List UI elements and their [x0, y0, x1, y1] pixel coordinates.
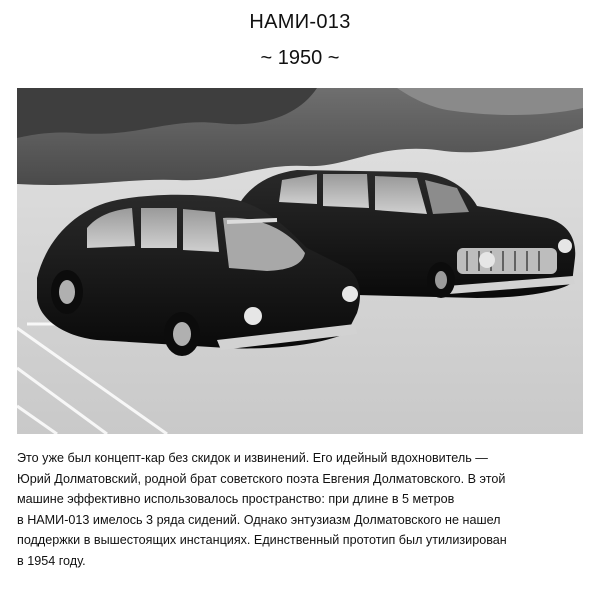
- caption-line: Это уже был концепт-кар без скидок и извинений. Его идейный вдохновитель —: [17, 451, 488, 465]
- caption-line: в НАМИ-013 имелось 3 ряда сидений. Однако энтузиазм Долматовского не нашел: [17, 512, 501, 527]
- caption-line: машине эффективно использовалось пространство: при длине в 5 метров: [17, 492, 455, 507]
- car-photo: [17, 88, 583, 434]
- caption-line: в 1954 году.: [17, 553, 86, 568]
- caption-line: поддержки в вышестоящих инстанциях. Единственный прототип был утилизирован: [17, 533, 507, 548]
- caption-text: [17, 448, 587, 572]
- caption-line: Юрий Долматовский, родной брат советского поэта Евгения Долматовского. В этой: [17, 471, 506, 486]
- page-title: НАМИ-013: [249, 11, 351, 33]
- year-subtitle: ~ 1950 ~: [260, 47, 340, 69]
